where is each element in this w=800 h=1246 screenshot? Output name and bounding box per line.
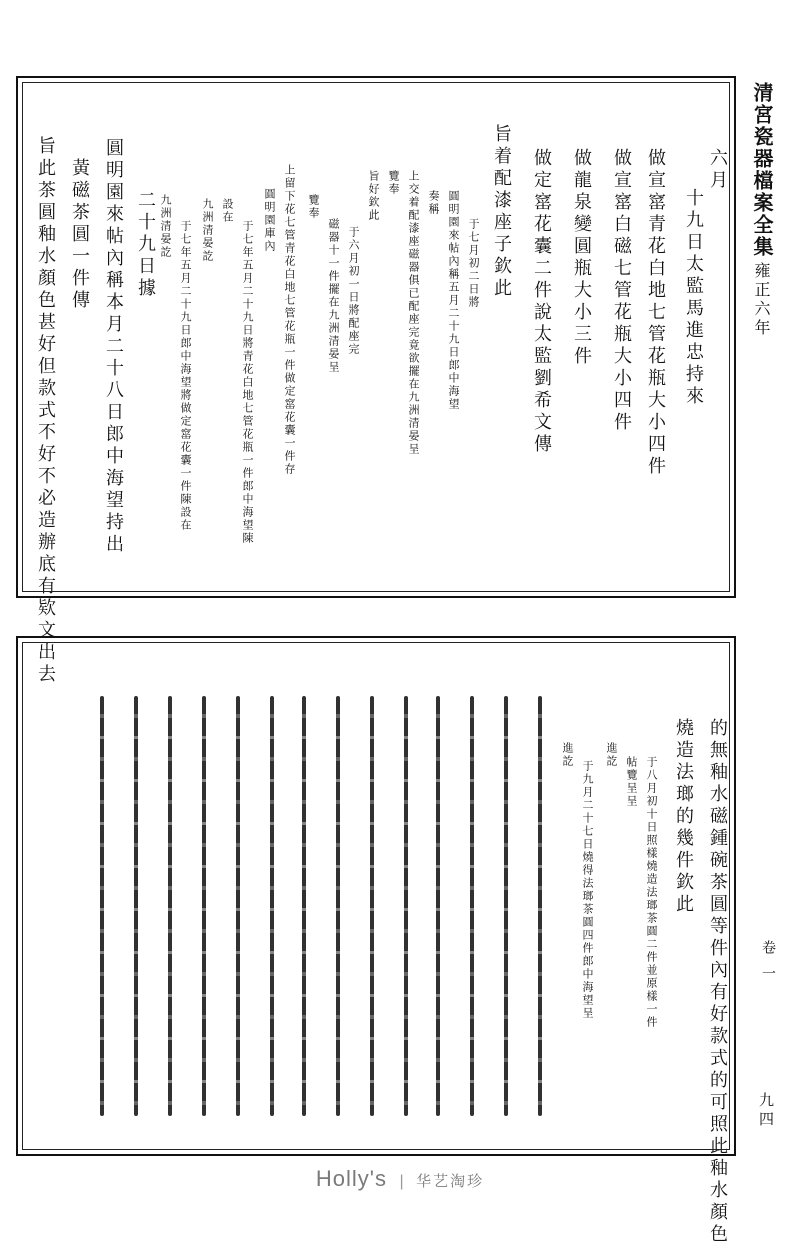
- doc-column-9: 圓明園來帖內稱五月二十九日郎中海望: [447, 190, 460, 411]
- doc2-column-3: 于八月初十日照樣燒造法瑯茶圓二件並原樣一件: [645, 756, 658, 1029]
- watermark: [0, 1166, 800, 1192]
- blank-column-rule: [436, 696, 440, 1116]
- blank-column-rule: [504, 696, 508, 1116]
- doc-column-4: 做宣窰白磁七管花瓶大小四件: [611, 148, 632, 434]
- doc-column-26: 黃磁茶圓一件傳: [69, 158, 90, 312]
- doc-column-25: 圓明園來帖內稱本月二十八日郎中海望持出: [103, 138, 124, 556]
- doc-column-22: 于七年五月二十九日郎中海望將做定窰花囊一件陳設在: [179, 220, 192, 532]
- doc2-column-4: 帖覽呈呈: [625, 756, 638, 808]
- doc-column-23: 九洲清晏訖: [159, 194, 172, 259]
- blank-column-rule: [270, 696, 274, 1116]
- blank-column-rule: [100, 696, 104, 1116]
- blank-column-rule: [370, 696, 374, 1116]
- watermark-brand: Holly's: [315, 1166, 388, 1191]
- doc-column-20: 設在: [221, 198, 234, 224]
- doc2-column-7: 進訖: [561, 742, 574, 768]
- doc-column-7: 旨着配漆座子欽此: [491, 124, 512, 300]
- blank-column-rule: [336, 696, 340, 1116]
- doc-column-14: 于六月初一日將配座完: [347, 226, 360, 356]
- doc2-column-1: 的無釉水磁鍾碗茶圓等件內有好款式的可照此釉水顏色: [707, 718, 728, 1246]
- doc-column-2: 十九日太監馬進忠持來: [683, 188, 704, 408]
- doc-column-1: 六月: [707, 148, 728, 192]
- doc-column-8: 于七月初二日將: [467, 218, 480, 309]
- doc-column-21: 九洲清晏訖: [201, 198, 214, 263]
- doc-column-24: 二十九日據: [135, 190, 156, 300]
- doc-column-15: 磁器十一件擺在九洲清晏呈: [327, 218, 340, 374]
- blank-column-rule: [168, 696, 172, 1116]
- page-number: 九四: [757, 1092, 775, 1130]
- doc-column-19: 于七年五月二十九日將青花白地七管花瓶一件郎中海望陳: [241, 220, 254, 545]
- doc2-column-6: 于九月二十七日燒得法瑯茶圓四件郎中海望呈: [581, 760, 594, 1020]
- watermark-chinese: 华艺淘珍: [416, 1173, 485, 1190]
- doc-column-6: 做定窰花囊二件說太監劉希文傳: [531, 148, 552, 456]
- doc2-column-2: 燒造法瑯的幾件欽此: [673, 718, 694, 916]
- reign-label: 雍正六年: [752, 262, 771, 338]
- book-title: 清宮瓷器檔案全集: [750, 82, 774, 258]
- blank-column-rule: [134, 696, 138, 1116]
- doc-column-11: 上交着配漆座磁器俱已配座完竟欲擺在九洲清晏呈: [407, 170, 420, 456]
- blank-column-rule: [236, 696, 240, 1116]
- watermark-separator: |: [399, 1173, 404, 1190]
- doc-column-17: 上留下花七管青花白地七管花瓶一件做定窰花囊一件存: [283, 164, 296, 476]
- doc2-column-5: 進訖: [605, 742, 618, 768]
- blank-column-rule: [404, 696, 408, 1116]
- blank-column-rule: [470, 696, 474, 1116]
- doc-column-12: 覽奉: [387, 170, 400, 196]
- doc-column-16: 覽奉: [307, 194, 320, 220]
- doc-column-13: 旨好欽此: [367, 170, 380, 222]
- blank-column-rule: [538, 696, 542, 1116]
- blank-column-rule: [302, 696, 306, 1116]
- doc-column-27: 旨此茶圓釉水顏色甚好但款式不好不必造辦底有欵文出去: [35, 136, 56, 686]
- blank-column-rule: [202, 696, 206, 1116]
- doc-column-10: 奏稱: [427, 190, 440, 216]
- doc-column-3: 做宣窰青花白地七管花瓶大小四件: [645, 148, 666, 478]
- doc-column-18: 圓明園庫內: [263, 188, 276, 253]
- volume-label: 卷一: [760, 940, 776, 992]
- top-document-panel: [16, 76, 736, 686]
- doc-column-5: 做龍泉變圓瓶大小三件: [571, 148, 592, 368]
